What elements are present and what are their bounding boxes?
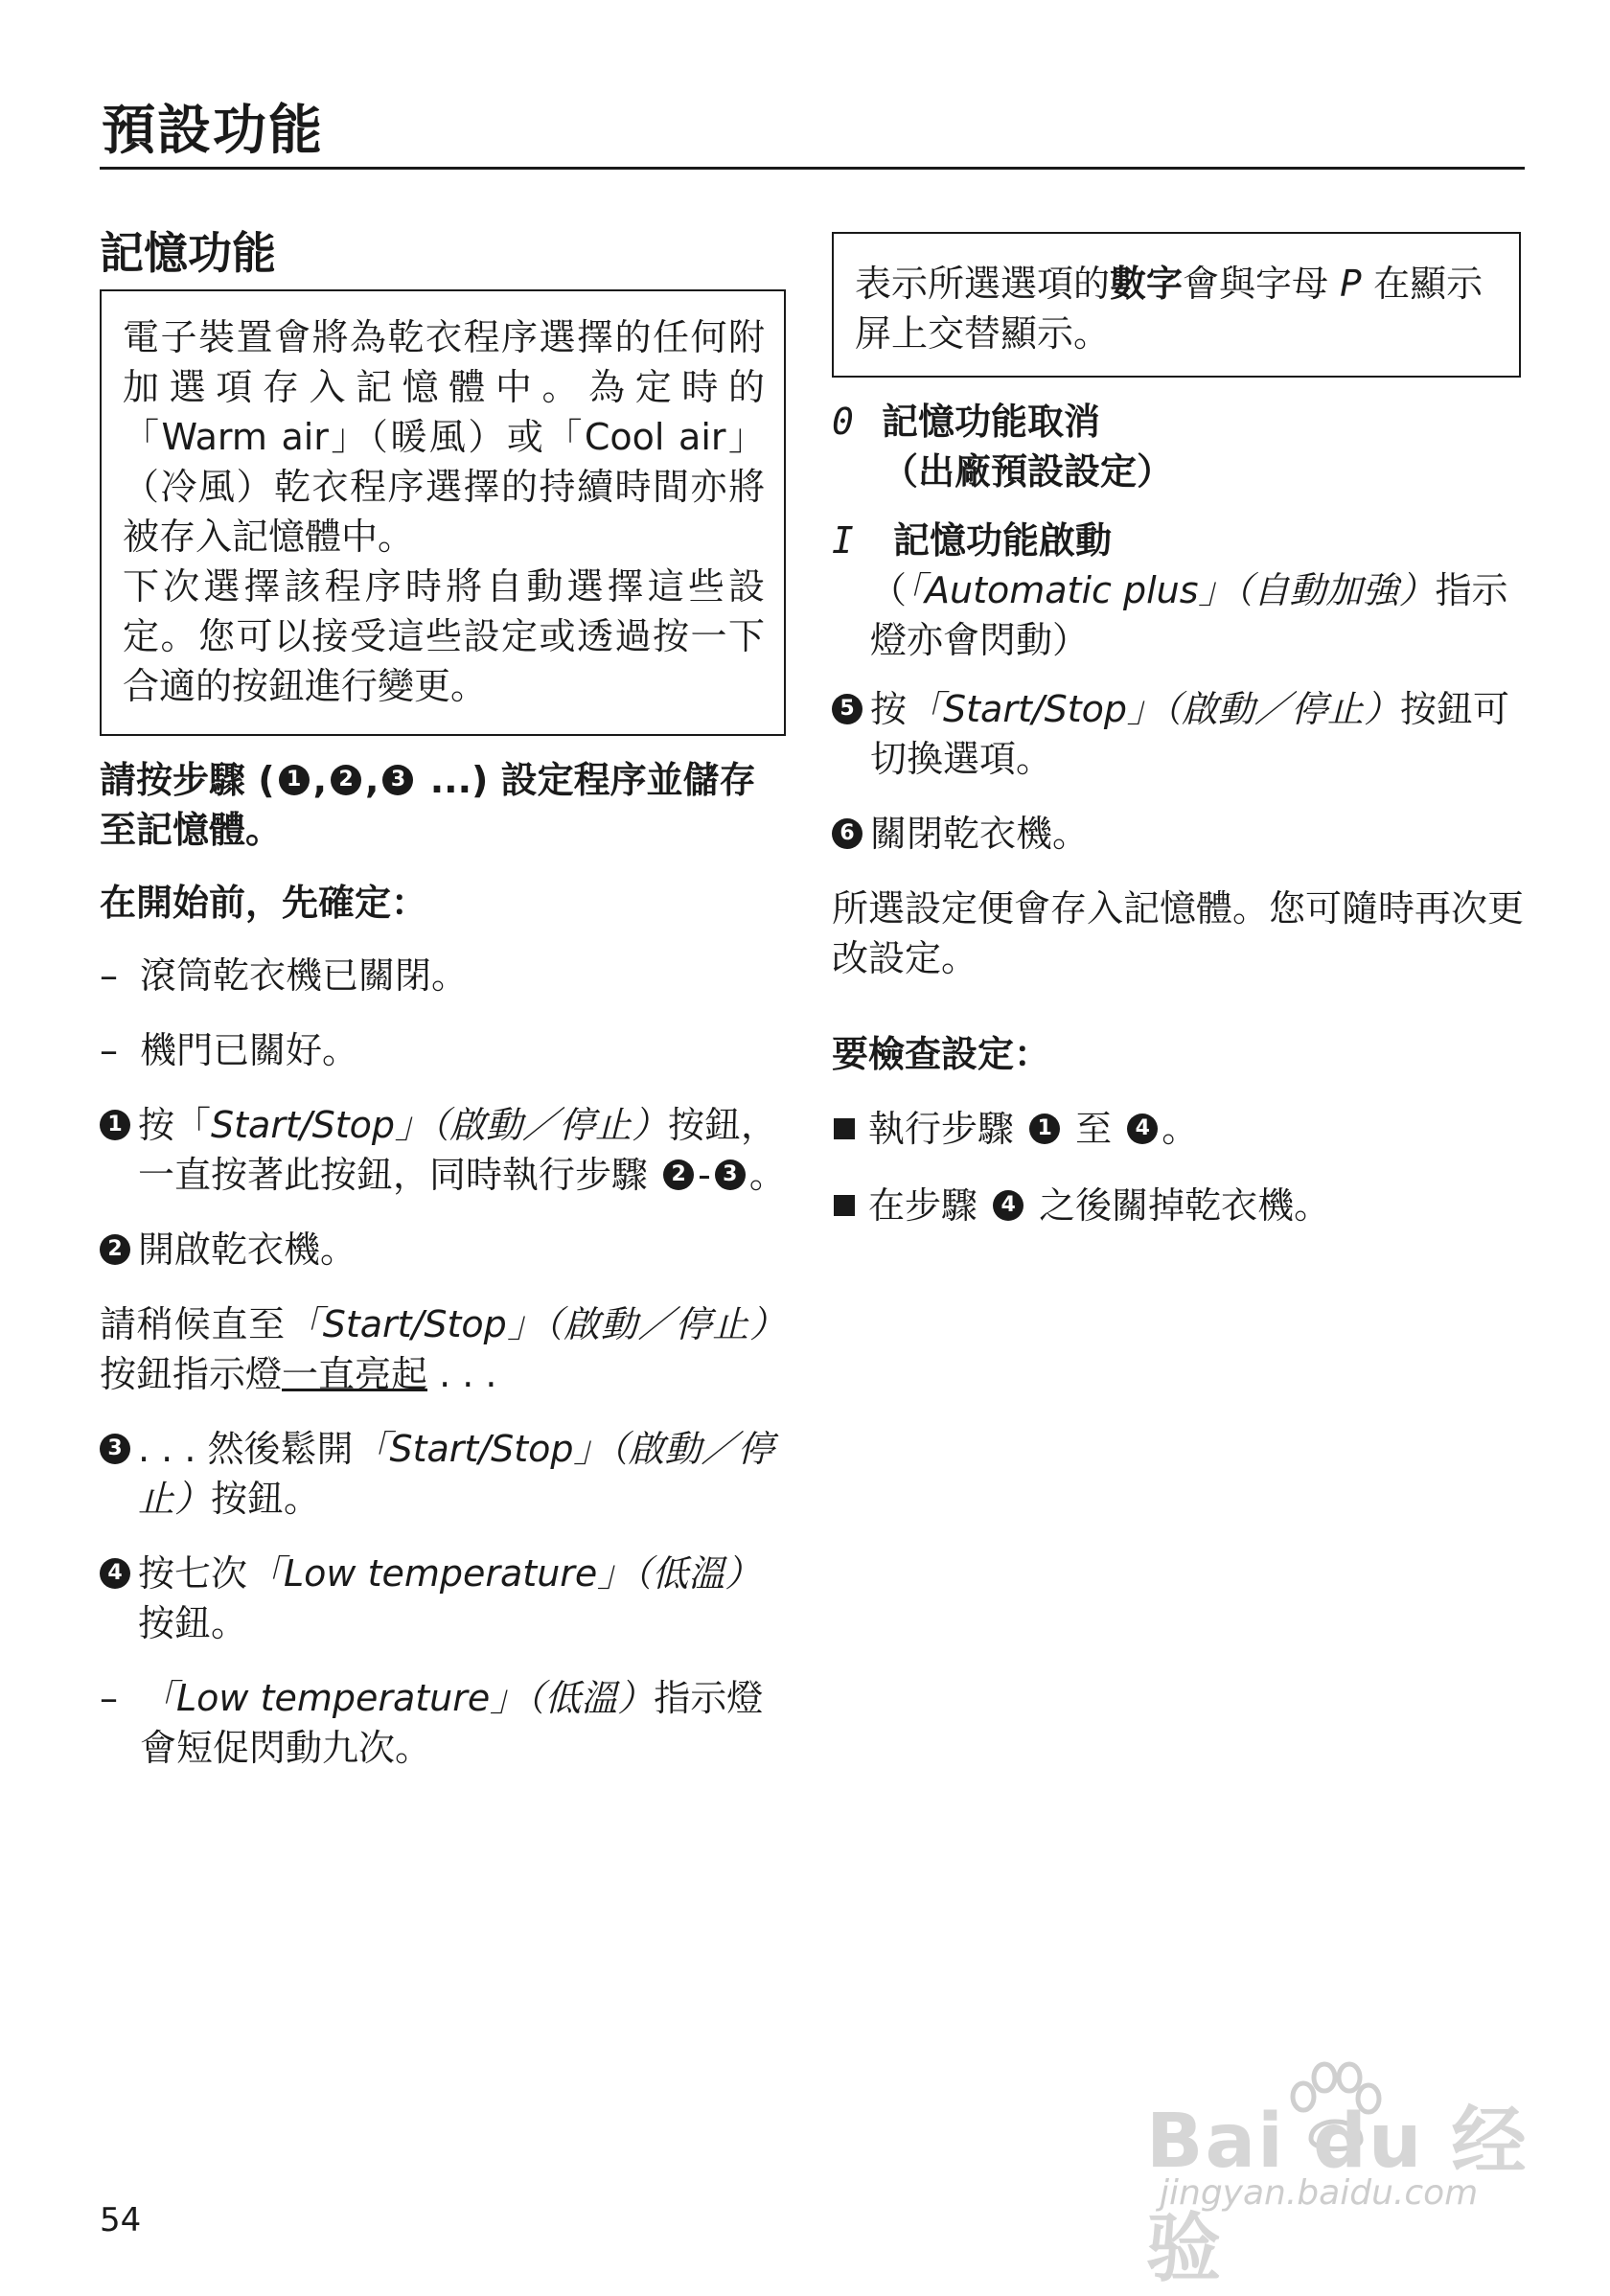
step-number-icon: 2 — [331, 765, 361, 795]
page-title: 預設功能 — [102, 100, 324, 162]
step-number-icon: 1 — [100, 1110, 130, 1140]
baidu-watermark — [1146, 2060, 1530, 2292]
page-number: 54 — [100, 2201, 142, 2239]
step-number-icon: 1 — [279, 765, 310, 795]
step-1: 1 按「Start/Stop」（啟動／停止）按鈕，一直按著此按鈕，同時執行步驟 2 - 3 。 — [100, 1100, 786, 1200]
saved-note: 所選設定便會存入記憶體。您可隨時再次更改設定。 — [832, 887, 1525, 979]
option-symbol: 0 — [832, 401, 854, 443]
dash-icon: – — [100, 1677, 118, 1719]
option-memory-off: 0 記憶功能取消 （出廠預設設定） — [832, 397, 1524, 496]
step-5: 5 按「Start/Stop」（啟動／停止）按鈕可切換選項。 — [832, 684, 1524, 784]
check-list-item: 執行步驟 1 至 4 。 — [832, 1104, 1524, 1154]
step-3: 3 . . . 然後鬆開「Start/Stop」（啟動／停止）按鈕。 — [100, 1424, 786, 1524]
intro-paragraph-2: 下次選擇該程序時將自動選擇這些設定。您可以接受這些設定或透過按一下合適的按鈕進行變更。 — [123, 565, 765, 707]
dash-icon: – — [100, 954, 118, 997]
step-4: 4 按七次「Low temperature」（低溫）按鈕。 — [100, 1549, 786, 1648]
step-number-icon: 1 — [1029, 1114, 1060, 1144]
step-number-icon: 6 — [832, 818, 862, 849]
step-number-icon: 4 — [1127, 1114, 1158, 1144]
dash-icon: – — [100, 1029, 118, 1071]
check-list-item: 在步驟 4 之後關掉乾衣機。 — [832, 1181, 1524, 1230]
check-item: – 滾筒乾衣機已關閉。 — [100, 951, 786, 1000]
before-heading: 在開始前，先確定： — [100, 882, 428, 924]
intro-paragraph-1: 電子裝置會將為乾衣程序選擇的任何附加選項存入記憶體中。為定時的「Warm air」（暖風）或「Cool air」（冷風）乾衣程序選擇的持續時間亦將被存入記憶體中。 — [123, 316, 765, 558]
wait-note: 請稍候直至「Start/Stop」（啟動／停止）按鈕指示燈一直亮起 . . . — [100, 1303, 786, 1395]
step-number-icon: 2 — [100, 1234, 130, 1265]
intro-box — [100, 289, 786, 736]
watermark-brand: Bai du 经验 — [1146, 2099, 1529, 2292]
display-box — [832, 232, 1521, 378]
step-number-icon: 4 — [100, 1558, 130, 1589]
step-number-icon: 4 — [993, 1190, 1024, 1221]
section-heading: 記憶功能 — [100, 227, 276, 279]
check-heading: 要檢查設定： — [832, 1033, 1051, 1075]
check-item: – 機門已關好。 — [100, 1025, 786, 1075]
flash-note: – 「Low temperature」（低溫）指示燈會短促閃動九次。 — [100, 1673, 786, 1773]
step-number-icon: 3 — [100, 1434, 130, 1464]
step-number-icon: 3 — [382, 765, 413, 795]
step-number-icon: 2 — [663, 1159, 694, 1190]
step-number-icon: 3 — [715, 1159, 746, 1190]
steps-heading: 請按步驟 ( 1 , 2 , 3 ...) 設定程序並儲存至記憶體。 — [100, 759, 756, 851]
square-bullet-icon — [834, 1195, 855, 1216]
step-6: 6 關閉乾衣機。 — [832, 809, 1524, 859]
title-rule — [100, 167, 1525, 170]
square-bullet-icon — [834, 1118, 855, 1139]
option-memory-on: I 記憶功能啟動 （「Automatic plus」（自動加強）指示燈亦會閃動） — [832, 516, 1524, 665]
watermark-url: jingyan.baidu.com — [1160, 2173, 1479, 2213]
option-symbol: I — [832, 519, 854, 562]
step-number-icon: 5 — [832, 694, 862, 724]
step-2: 2 開啟乾衣機。 — [100, 1225, 786, 1274]
display-text: 表示所選選項的數字會與字母 P 在顯示屏上交替顯示。 — [855, 263, 1484, 355]
